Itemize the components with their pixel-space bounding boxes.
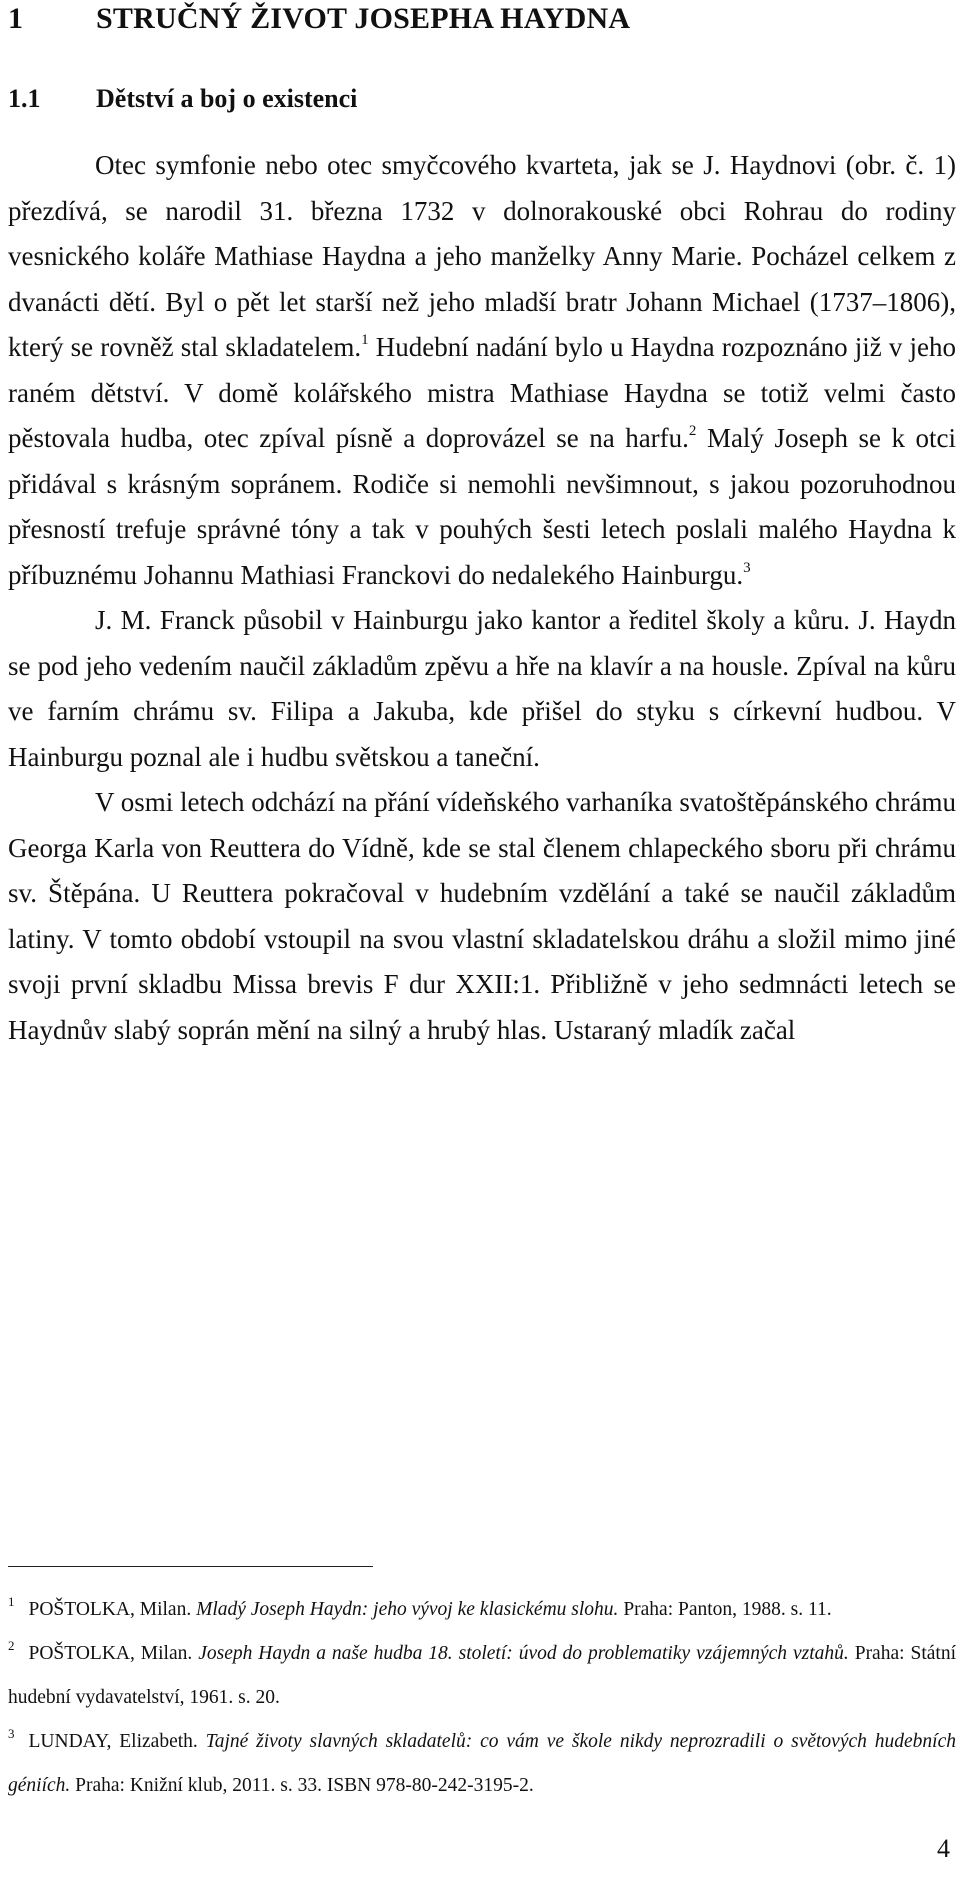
footnote-author: LUNDAY, Elizabeth. xyxy=(28,1731,206,1752)
chapter-title: STRUČNÝ ŽIVOT JOSEPHA HAYDNA xyxy=(96,2,631,35)
footnote-title: Tajné životy slavných skladatelů: co vám ve škole nikdy neprozradili o světových hudebních géniích. xyxy=(8,1731,956,1796)
section-number: 1.1 xyxy=(8,84,41,113)
paragraph-1-part-a: Otec symfonie nebo otec smyčcového kvarteta, jak se J. Haydnovi (obr. č. 1) přezdívá, se narodil 31. března 1732 v dolnorakouské obci Rohrau do rodiny vesnického koláře Mathiase Haydna a jeho manželky Anny Marie. Pocházel celkem z dvanácti dětí. Byl o pět let starší než jeho mladší bratr Johann Michael (1737–1806), který se rovněž stal skladatelem. xyxy=(8,150,956,362)
body-text xyxy=(8,143,956,1053)
paragraph-1-part-c: Malý Joseph se k otci přidával s krásným sopránem. Rodiče si nemohli nevšimnout, s jakou pozoruhodnou přesností trefuje správné tóny a tak v pouhých šesti letech poslali malého Haydna k příbuznému Johannu Mathiasi Franckovi do nedalekého Hainburgu. xyxy=(8,423,956,590)
footnote-ref-2[interactable]: 2 xyxy=(688,423,697,439)
section-heading xyxy=(8,84,357,114)
footnote-mark: 3 xyxy=(8,1726,15,1741)
page-number: 4 xyxy=(937,1834,950,1863)
section-title: Dětství a boj o existenci xyxy=(96,84,358,113)
footnote-ref-1[interactable]: 1 xyxy=(361,332,369,348)
footnote-ref-3[interactable]: 3 xyxy=(743,559,751,576)
paragraph-3: V osmi letech odchází na přání vídeňského varhaníka svatoštěpánského chrámu Georga Karla von Reuttera do Vídně, kde se stal členem chlapeckého sboru při chrámu sv. Štěpána. U Reuttera pokračoval v hudebním vzdělání a také se naučil základům latiny. V tomto období vstoupil na svou vlastní skladatelskou dráhu a složil mimo jiné svoji první skladbu Missa brevis F dur XXII:1. Přibližně v jeho sedmnácti letech se Haydnův slabý soprán mění na silný a hrubý hlas. Ustaraný mladík začal xyxy=(8,787,956,1045)
chapter-number: 1 xyxy=(8,2,24,35)
paragraph-1-part-b: Hudební nadání bylo u Haydna rozpoznáno již v jeho raném dětství. V domě kolářského mistra Mathiase Haydna se totiž velmi často pěstovala hudba, otec zpíval písně a doprovázel se na harfu. xyxy=(8,332,956,453)
footnote-author: POŠTOLKA, Milan. xyxy=(28,1643,199,1664)
footnote-publication: Praha: Státní hudební vydavatelství, 1961. s. 20. xyxy=(8,1643,956,1708)
paragraph-1 xyxy=(8,143,956,598)
footnote-publication: Praha: Panton, 1988. s. 11. xyxy=(618,1599,832,1620)
footnote-publication: Praha: Knižní klub, 2011. s. 33. ISBN 978-80-242-3195-2. xyxy=(70,1775,534,1796)
footnote-3 xyxy=(8,1720,956,1808)
paragraph-2: J. M. Franck působil v Hainburgu jako kantor a ředitel školy a kůru. J. Haydn se pod jeho vedením naučil základům zpěvu a hře na klavír a na housle. Zpíval na kůru ve farním chrámu sv. Filipa a Jakuba, kde přišel do styku s církevní hudbou. V Hainburgu poznal ale i hudbu světskou a taneční. xyxy=(8,605,956,772)
footnote-mark: 1 xyxy=(8,1594,15,1609)
footnote-title: Joseph Haydn a naše hudba 18. století: úvod do problematiky vzájemných vztahů. xyxy=(198,1643,849,1664)
footnote-2 xyxy=(8,1632,956,1720)
chapter-heading xyxy=(8,2,630,36)
footnote-author: POŠTOLKA, Milan. xyxy=(28,1599,197,1620)
footnote-title: Mladý Joseph Haydn: jeho vývoj ke klasickému slohu. xyxy=(196,1599,619,1620)
footnotes xyxy=(8,1588,956,1808)
footnote-1 xyxy=(8,1588,956,1632)
footnote-separator xyxy=(8,1566,373,1567)
footnote-mark: 2 xyxy=(8,1638,15,1653)
